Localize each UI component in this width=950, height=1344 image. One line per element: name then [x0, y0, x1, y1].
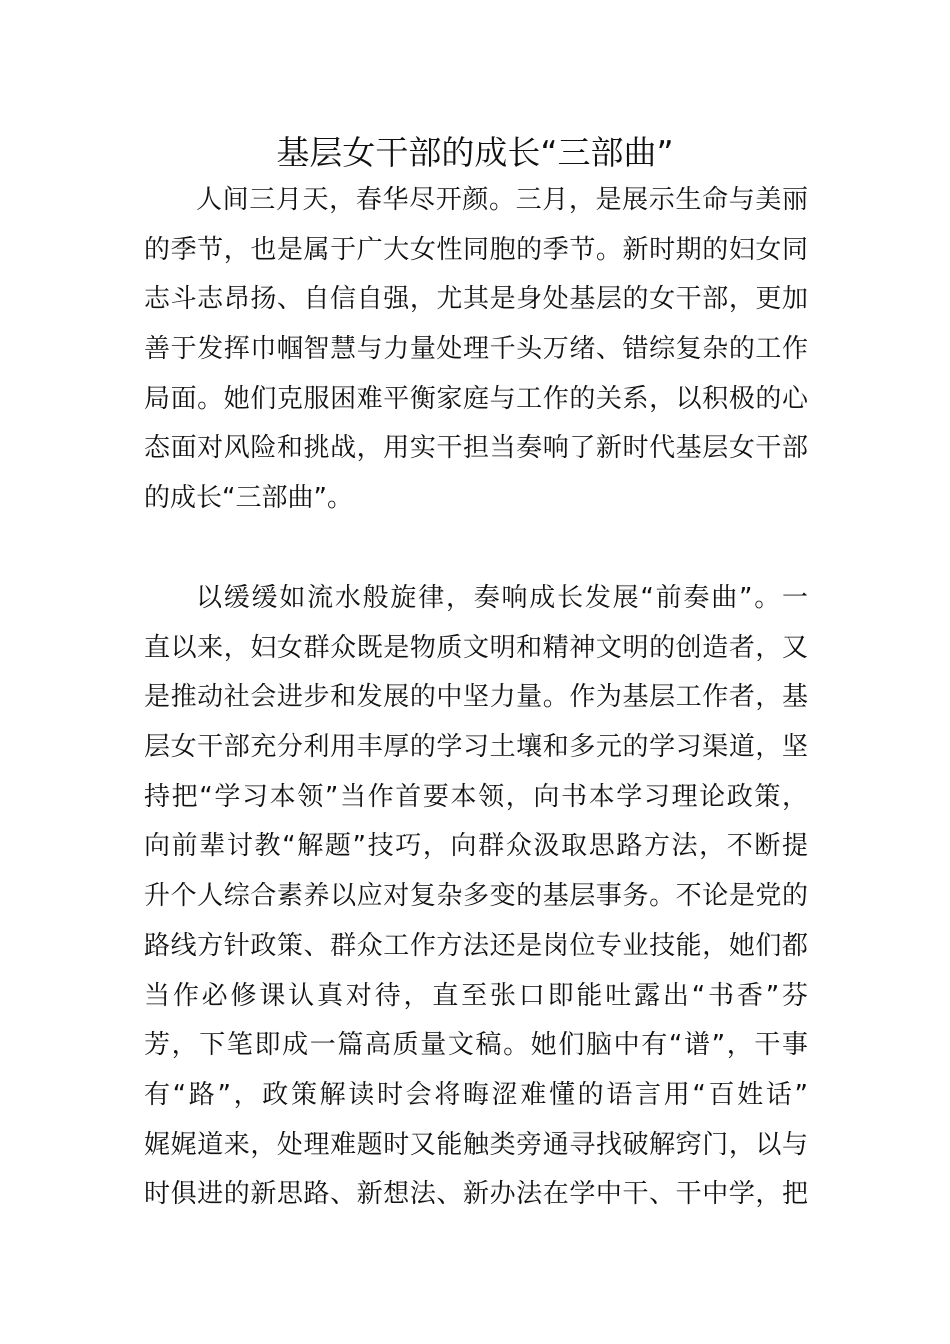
paragraph-line: 的成长“三部曲”。: [144, 483, 353, 514]
document-title: 基层女干部的成长“三部曲”: [276, 133, 674, 172]
paragraph-line: 局面。她们克服困难平衡家庭与工作的关系，以积极的心: [144, 383, 808, 414]
paragraph-line: 向前辈讨教“解题”技巧，向群众汲取思路方法，不断提: [144, 831, 808, 862]
paragraph-line: 善于发挥巾帼智慧与力量处理千头万绪、错综复杂的工作: [144, 334, 808, 365]
paragraph-line: 直以来，妇女群众既是物质文明和精神文明的创造者，又: [144, 632, 808, 663]
paragraph-line: 以缓缓如流水般旋律，奏响成长发展“前奏曲”。一: [196, 583, 808, 613]
paragraph-2: [144, 574, 808, 1220]
paragraph-line: 层女干部充分利用丰厚的学习土壤和多元的学习渠道，坚: [144, 732, 808, 763]
paragraph-1: [144, 176, 808, 524]
paragraph-line: 芳，下笔即成一篇高质量文稿。她们脑中有“谱”，干事: [144, 1030, 808, 1061]
paragraph-line: 持把“学习本领”当作首要本领，向书本学习理论政策，: [144, 781, 808, 812]
paragraph-line: 志斗志昂扬、自信自强，尤其是身处基层的女干部，更加: [144, 284, 808, 315]
paragraph-line: 路线方针政策、群众工作方法还是岗位专业技能，她们都: [144, 930, 808, 961]
paragraph-line: 是推动社会进步和发展的中坚力量。作为基层工作者，基: [144, 682, 808, 713]
paragraph-line: 升个人综合素养以应对复杂多变的基层事务。不论是党的: [144, 881, 808, 912]
paragraph-line: 态面对风险和挑战，用实干担当奏响了新时代基层女干部: [144, 433, 808, 464]
paragraph-line: 有“路”，政策解读时会将晦涩难懂的语言用“百姓话”: [144, 1079, 808, 1110]
paragraph-line: 人间三月天，春华尽开颜。三月，是展示生命与美丽: [196, 185, 808, 215]
paragraph-line: 时俱进的新思路、新想法、新办法在学中干、干中学，把: [144, 1179, 808, 1210]
paragraph-line: 当作必修课认真对待，直至张口即能吐露出“书香”芬: [144, 980, 808, 1011]
paragraph-line: 的季节，也是属于广大女性同胞的季节。新时期的妇女同: [144, 234, 808, 265]
paragraph-line: 娓娓道来，处理难题时又能触类旁通寻找破解窍门，以与: [144, 1129, 808, 1160]
